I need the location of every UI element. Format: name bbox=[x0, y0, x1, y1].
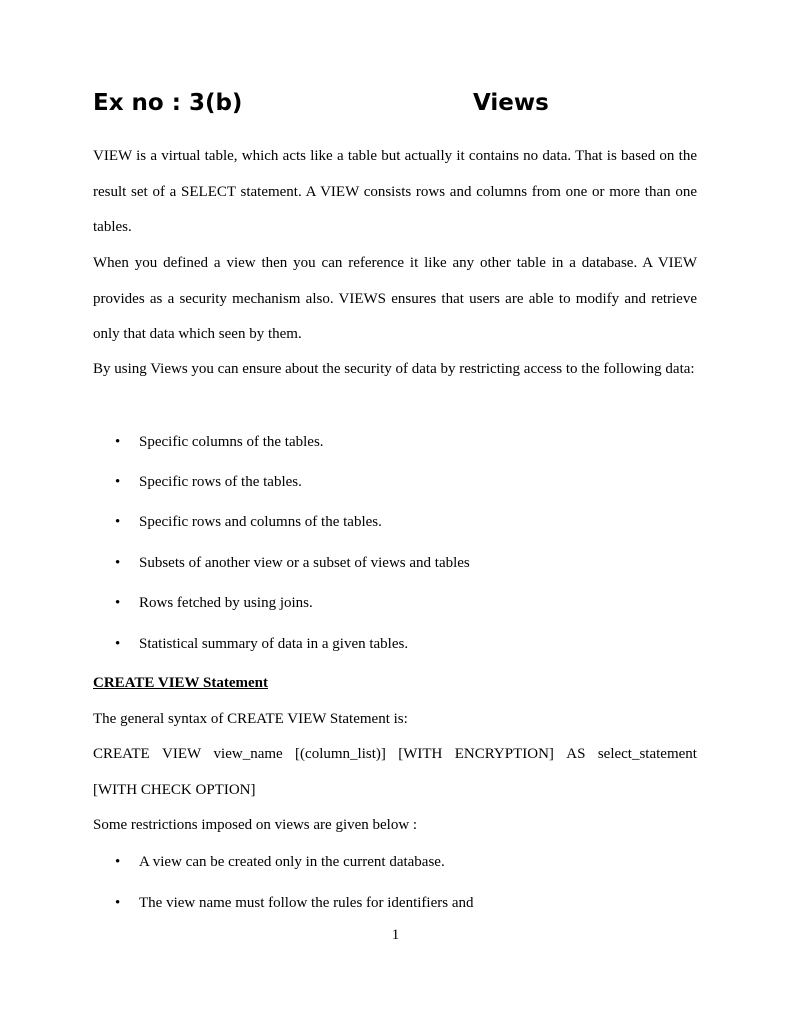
list-item-text: Specific columns of the tables. bbox=[139, 434, 324, 450]
title-row bbox=[93, 90, 697, 122]
syntax-word: VIEW bbox=[162, 746, 202, 762]
list-item bbox=[115, 474, 302, 491]
page-number: 1 bbox=[391, 927, 400, 943]
syntax-line-2: [WITH CHECK OPTION] bbox=[93, 782, 256, 798]
list-item bbox=[115, 854, 445, 871]
list-item-text: The view name must follow the rules for identifiers and bbox=[139, 895, 474, 911]
list-item bbox=[115, 636, 408, 653]
bullet-icon: • bbox=[115, 514, 121, 530]
syntax-word: AS bbox=[566, 746, 586, 762]
list-item-text: A view can be created only in the current database. bbox=[139, 854, 445, 870]
list-item bbox=[115, 555, 470, 572]
syntax-word: select_statement bbox=[597, 746, 697, 762]
list-item bbox=[115, 895, 474, 912]
list-item-text: Specific rows of the tables. bbox=[139, 474, 302, 490]
list-item bbox=[115, 434, 324, 451]
list-item-text: Rows fetched by using joins. bbox=[139, 595, 313, 611]
syntax-intro: The general syntax of CREATE VIEW Statement is: bbox=[93, 711, 408, 727]
list-item-text: Subsets of another view or a subset of views and tables bbox=[139, 555, 470, 571]
list-item-text: Specific rows and columns of the tables. bbox=[139, 514, 382, 530]
bullet-icon: • bbox=[115, 595, 121, 611]
syntax-line-1 bbox=[93, 746, 697, 763]
page-title: Views bbox=[473, 90, 549, 116]
bullet-icon: • bbox=[115, 895, 121, 911]
section-heading-create-view: CREATE VIEW Statement bbox=[93, 675, 269, 691]
intro-paragraph-3: By using Views you can ensure about the security of data by restricting access to the following data: bbox=[93, 361, 695, 377]
syntax-word: ENCRYPTION] bbox=[454, 746, 554, 762]
bullet-icon: • bbox=[115, 555, 121, 571]
bullet-icon: • bbox=[115, 636, 121, 652]
bullet-icon: • bbox=[115, 474, 121, 490]
syntax-word: view_name bbox=[213, 746, 283, 762]
bullet-icon: • bbox=[115, 854, 121, 870]
intro-paragraph-2: When you defined a view then you can reference it like any other table in a database. A VIEW provides as a security mechanism also. VIEWS ensures that users are able to modify and retrieve only that data which seen by them. bbox=[93, 255, 697, 342]
syntax-word: CREATE bbox=[93, 746, 150, 762]
exercise-number: Ex no : 3(b) bbox=[93, 90, 243, 116]
syntax-word: [WITH bbox=[398, 746, 443, 762]
bullet-icon: • bbox=[115, 434, 121, 450]
list-item bbox=[115, 514, 382, 531]
list-item-text: Statistical summary of data in a given tables. bbox=[139, 636, 409, 652]
syntax-word: [(column_list)] bbox=[295, 746, 386, 762]
intro-paragraph-1: VIEW is a virtual table, which acts like a table but actually it contains no data. That is based on the result set of a SELECT statement. A VIEW consists rows and columns from one or more than one tables. bbox=[93, 148, 697, 235]
restrictions-intro: Some restrictions imposed on views are given below : bbox=[93, 817, 418, 833]
list-item bbox=[115, 595, 313, 612]
